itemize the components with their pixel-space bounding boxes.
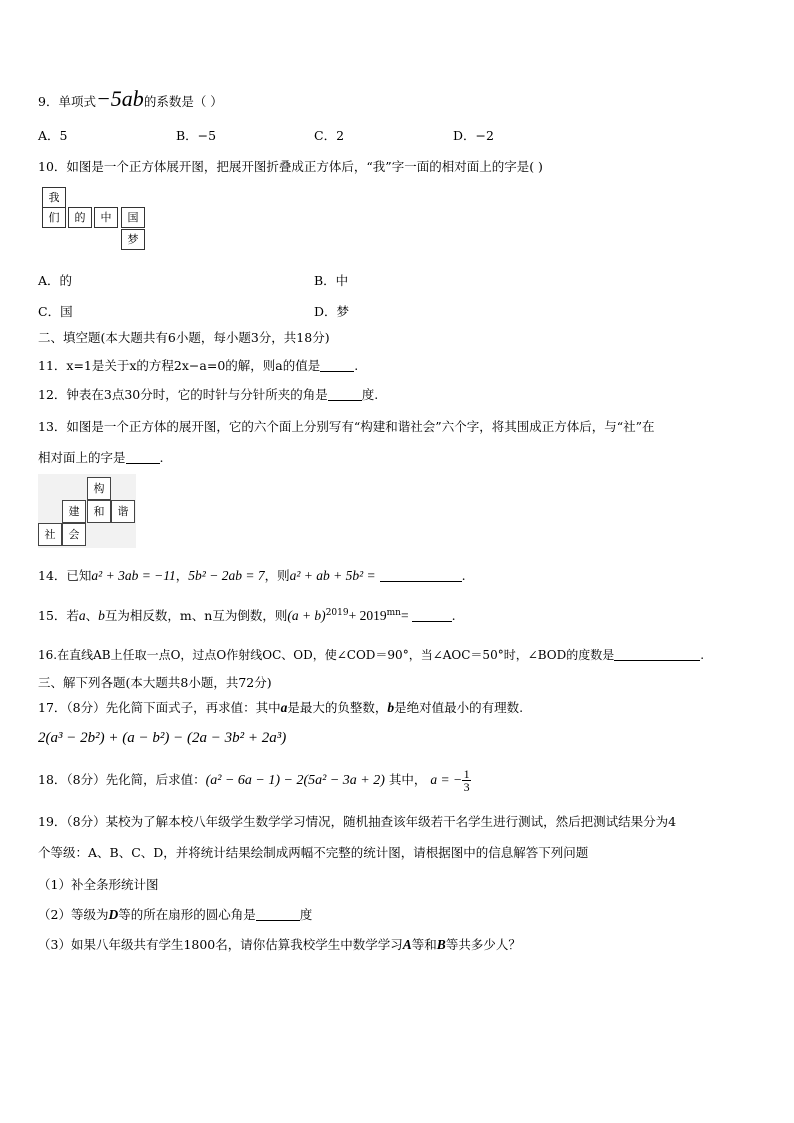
- answer-blank: [256, 908, 300, 921]
- answer-blank: [126, 451, 160, 464]
- question-13-line-1: 13．如图是一个正方体的展开图，它的六个面上分别写有“构建和谐社会”六个字，将其围成正方体后，与“社”在: [38, 419, 655, 434]
- q18-mid: 其中，: [388, 772, 427, 787]
- q13-end: .: [159, 450, 164, 465]
- question-13-line-2: [38, 448, 164, 466]
- q10-option-a: A．的: [38, 273, 73, 288]
- q13-line2-text: 相对面上的字是: [38, 450, 126, 465]
- q11-text: 11．x=1是关于x的方程2x−a=0的解，则a的值是: [38, 358, 321, 373]
- net-cell: 们: [42, 207, 66, 228]
- net-cell: 中: [94, 207, 118, 228]
- q9-suffix: 的系数是（ ）: [143, 94, 223, 109]
- q19-sub3-A: A: [402, 937, 412, 952]
- question-17: [38, 698, 523, 716]
- q18-denominator: 3: [463, 780, 470, 794]
- q15-exp2: mn: [386, 607, 401, 618]
- answer-blank: [614, 648, 700, 661]
- q9-option-d: D．−2: [453, 128, 494, 143]
- q15-exp1: 2019: [325, 607, 349, 618]
- question-18: [38, 768, 471, 793]
- q18-fraction: [462, 768, 471, 793]
- q17-t3: 是绝对值最小的有理数.: [394, 700, 524, 715]
- q17-b: b: [387, 700, 395, 715]
- q15-b: b: [98, 608, 105, 623]
- question-12: [38, 385, 378, 403]
- q17-a: a: [280, 700, 288, 715]
- question-10: 10．如图是一个正方体展开图，把展开图折叠成正方体后，“我”字一面的相对面上的字是( ): [38, 159, 543, 174]
- net-cell: 和: [87, 500, 111, 523]
- answer-blank: [412, 609, 452, 622]
- q14-prefix: 14．已知: [38, 568, 92, 583]
- question-19-line-2: [38, 843, 588, 861]
- q19-line2-text: 个等级：A、B、C、D，并将统计结果绘制成两幅不完整的统计图，请根据图中的信息解答下列问题: [38, 845, 589, 860]
- net-cell: 梦: [121, 229, 145, 250]
- q19-sub3-b: 等和: [411, 937, 437, 952]
- q19-sub2-c: 度: [299, 907, 313, 922]
- answer-blank: [320, 359, 354, 372]
- question-15: [38, 606, 456, 624]
- section-2-heading: 二、填空题(本大题共有6小题，每小题3分，共18分): [38, 330, 330, 345]
- answer-blank: [328, 388, 362, 401]
- q15-prefix: 15．若: [38, 608, 79, 623]
- q19-sub-1: （1）补全条形统计图: [38, 877, 159, 892]
- q15-end: .: [451, 608, 456, 623]
- q19-sub2-a: （2）等级为: [38, 907, 109, 922]
- q19-sub-2: [38, 905, 312, 923]
- question-19-line-1: 19．（8分）某校为了解本校八年级学生数学学习情况，随机抽查该年级若干名学生进行测试，然后把测试结果分为4: [38, 814, 677, 829]
- question-14: [38, 566, 466, 584]
- q14-end: .: [461, 568, 466, 583]
- net-cell: 社: [38, 523, 62, 546]
- q19-sub3-B: B: [436, 937, 446, 952]
- q10-cube-net: [42, 187, 152, 255]
- net-cell: 建: [62, 500, 86, 523]
- q19-sub3-c: 等共多少人？: [445, 937, 521, 952]
- q15-eq: =: [400, 608, 409, 623]
- q17-text: 17．（8分）先化简下面式子，再求值：其中: [38, 700, 281, 715]
- question-11: [38, 356, 358, 374]
- q9-option-c: C．2: [314, 128, 345, 143]
- q17-expression: 2(a³ − 2b²) + (a − b²) − (2a − 3b² + 2a³): [38, 730, 287, 746]
- q19-sub-3: [38, 935, 521, 953]
- q14-sep: ，: [175, 568, 189, 583]
- q10-option-c: C．国: [38, 304, 73, 319]
- q15-expr2: + 2019: [348, 608, 387, 623]
- q9-prefix: 9．单项式: [38, 94, 96, 109]
- q10-option-d: D．梦: [314, 304, 350, 319]
- q14-expr1: a² + 3ab = −11: [91, 568, 176, 583]
- question-16: [38, 646, 704, 663]
- q15-mid: 互为相反数，m、n互为倒数，则: [104, 608, 288, 623]
- section-3-heading: 三、解下列各题(本大题共8小题，共72分): [38, 675, 272, 690]
- net-cell: 构: [87, 477, 111, 500]
- q19-sub3-a: （3）如果八年级共有学生1800名，请你估算我校学生中数学学习: [38, 937, 403, 952]
- q15-sep: 、: [85, 608, 99, 623]
- q15-a: a: [78, 608, 86, 623]
- q19-sub2-b: 等的所在扇形的圆心角是: [118, 907, 256, 922]
- q14-expr3: a² + ab + 5b² =: [289, 568, 376, 583]
- q9-option-b: B．−5: [176, 128, 217, 143]
- q18-numerator: 1: [463, 767, 470, 781]
- q18-text: 18．（8分）先化简，后求值：: [38, 772, 206, 787]
- q9-option-a: A．5: [38, 128, 68, 143]
- net-cell: 国: [121, 207, 145, 228]
- q13-cube-net: [38, 474, 136, 548]
- question-9: [38, 86, 223, 112]
- q11-end: .: [354, 358, 359, 373]
- q19-sub2-d: D: [108, 907, 119, 922]
- q14-expr2: 5b² − 2ab = 7: [188, 568, 265, 583]
- q15-expr: (a + b): [287, 608, 326, 623]
- q16-end: .: [700, 648, 705, 662]
- q14-mid: ，则: [264, 568, 290, 583]
- net-cell: 会: [62, 523, 86, 546]
- q9-expression: −5ab: [95, 86, 144, 111]
- q12-end: 度.: [361, 387, 379, 402]
- answer-blank: [380, 569, 462, 582]
- net-cell: 谐: [111, 500, 135, 523]
- net-cell: 的: [68, 207, 92, 228]
- q12-text: 12．钟表在3点30分时，它的时针与分针所夹的角是: [38, 387, 328, 402]
- q16-text: 16.在直线AB上任取一点O，过点O作射线OC、OD，使∠COD＝90°，当∠AOC＝50°时，∠BOD的度数是: [38, 648, 615, 662]
- q10-option-b: B．中: [314, 273, 349, 288]
- q18-expr: (a² − 6a − 1) − 2(5a² − 3a + 2): [205, 773, 385, 788]
- q18-value: a = −: [430, 772, 463, 787]
- net-cell: 我: [42, 187, 66, 208]
- q17-t2: 是最大的负整数，: [287, 700, 388, 715]
